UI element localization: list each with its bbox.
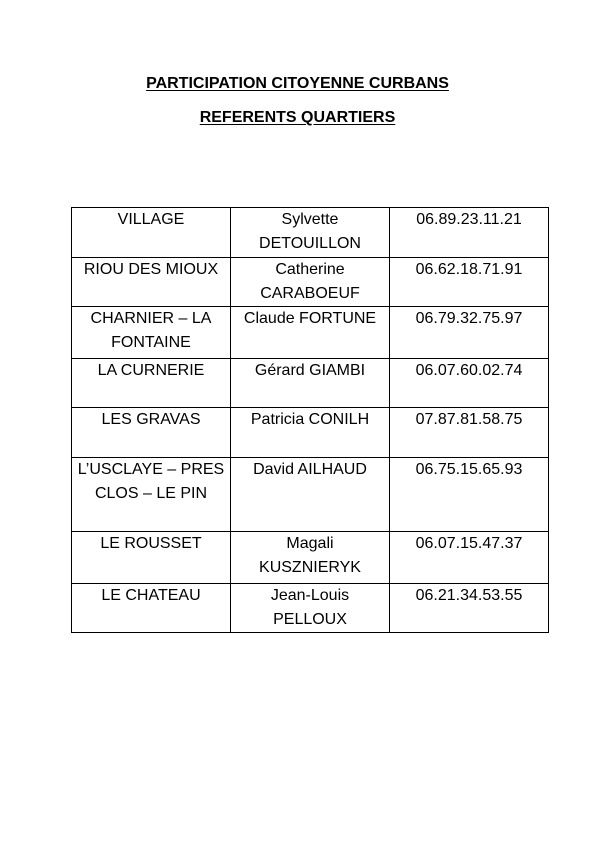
quartier-cell: RIOU DES MIOUX — [72, 258, 231, 307]
phone-cell: 06.07.60.02.74 — [390, 359, 549, 408]
referent-name-cell: Claude FORTUNE — [231, 307, 390, 359]
referent-name-cell: Jean-Louis PELLOUX — [231, 584, 390, 633]
quartier-cell: VILLAGE — [72, 208, 231, 258]
phone-cell: 06.21.34.53.55 — [390, 584, 549, 633]
referent-name-cell: David AILHAUD — [231, 458, 390, 532]
referent-name-cell: Sylvette DETOUILLON — [231, 208, 390, 258]
quartier-cell: LA CURNERIE — [72, 359, 231, 408]
quartier-cell: LE ROUSSET — [72, 532, 231, 584]
table-row — [72, 258, 549, 307]
referent-name-cell: Patricia CONILH — [231, 408, 390, 458]
phone-cell: 06.75.15.65.93 — [390, 458, 549, 532]
page-title: PARTICIPATION CITOYENNE CURBANS — [146, 75, 449, 92]
phone-cell: 06.07.15.47.37 — [390, 532, 549, 584]
referent-name-cell: Magali KUSZNIERYK — [231, 532, 390, 584]
table-row — [72, 408, 549, 458]
quartier-cell: L’USCLAYE – PRES CLOS – LE PIN — [72, 458, 231, 532]
phone-cell: 06.62.18.71.91 — [390, 258, 549, 307]
table-row — [72, 359, 549, 408]
quartier-cell: LE CHATEAU — [72, 584, 231, 633]
table-row — [72, 584, 549, 633]
table-row — [72, 458, 549, 532]
table-row — [72, 208, 549, 258]
referent-name-cell: Gérard GIAMBI — [231, 359, 390, 408]
quartier-cell: CHARNIER – LA FONTAINE — [72, 307, 231, 359]
referent-name-cell: Catherine CARABOEUF — [231, 258, 390, 307]
page-subtitle: REFERENTS QUARTIERS — [199, 109, 396, 126]
phone-cell: 07.87.81.58.75 — [390, 408, 549, 458]
referents-table — [71, 207, 549, 633]
phone-cell: 06.89.23.11.21 — [390, 208, 549, 258]
quartier-cell: LES GRAVAS — [72, 408, 231, 458]
table-row — [72, 307, 549, 359]
table-row — [72, 532, 549, 584]
phone-cell: 06.79.32.75.97 — [390, 307, 549, 359]
